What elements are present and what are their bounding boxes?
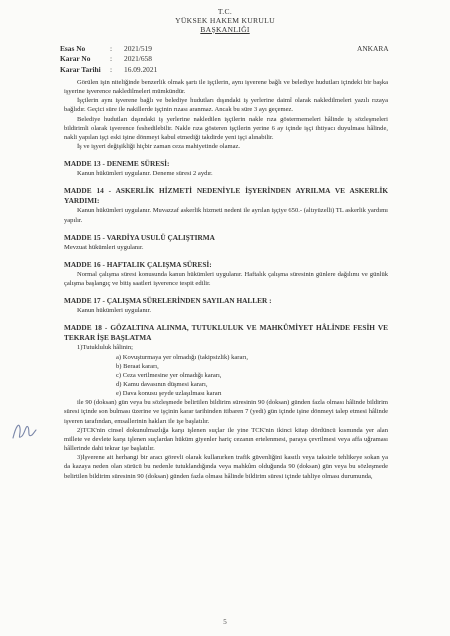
article-13-text: Kanun hükümleri uygulanır. Deneme süresi 2 aydır. bbox=[77, 170, 213, 178]
article-17-text: Kanun hükümleri uygulanır. bbox=[77, 307, 152, 315]
tarih-value: 16.09.2021 bbox=[124, 64, 158, 74]
esas-label: Esas No bbox=[60, 44, 86, 53]
case-meta bbox=[60, 44, 157, 75]
article-15-title: MADDE 15 - VARDİYA USULÜ ÇALIŞTIRMA bbox=[64, 232, 215, 242]
tarih-row bbox=[60, 65, 157, 75]
document-body bbox=[64, 78, 388, 481]
paragraph-2: İşçilerin aynı işverene bağlı ve belediye hudutları dışındaki iş yerlerine daimî olarak nakledilmeleri yazılı rızaya bağlıdır. Geçici süre ile nakillerde işçinin rızası aranmaz. Ancak bu süre 3 ayı geçemez. bbox=[64, 97, 388, 114]
header-institution: YÜKSEK HAKEM KURULU bbox=[175, 16, 275, 25]
esas-value: 2021/519 bbox=[124, 44, 152, 53]
article-18-item-c: c) Ceza verilmesine yer olmadığı kararı, bbox=[116, 371, 222, 379]
tarih-label: Karar Tarihi bbox=[60, 64, 101, 74]
spacer bbox=[64, 252, 388, 260]
tarih-colon: : bbox=[110, 64, 113, 74]
paragraph-1: Görülen işin niteliğinde benzerlik olmak şartı ile işçilerin, aynı işverene bağlı ve belediye hudutları içindeki bir başka işyerine işverence nakledilmeleri mümkündür. bbox=[64, 79, 388, 96]
margin-initials-mark bbox=[10, 418, 38, 444]
article-16-text: Normal çalışma süresi konusunda kanun hükümleri uygulanır. Haftalık çalışma süresinin günlere dağılımı ve günlük çalışma başlangıç ve bitiş saatleri işverence tespit edilir. bbox=[64, 270, 388, 288]
article-18-paragraph-3: 3)İşverene ait herhangi bir aracı görevli olarak kullanırken trafik güvenliğini kasıtlı veya taksirle tehlikeye sokan ya da kazaya neden olan sürücü bu nedenle tutuklandığında veya mahkûm olduğunda 90 (doksan) gün veya bu sözleşmede belirtilen bildirim süresinin 90 (doksan) günden fazla olması hâlinde bildirim süresi içinde tahliye olması durumunda, bbox=[64, 454, 388, 480]
spacer bbox=[64, 225, 388, 233]
karar-value: 2021/658 bbox=[124, 54, 152, 64]
city: ANKARA bbox=[357, 44, 389, 53]
esas-colon: : bbox=[110, 44, 113, 53]
article-18-item-e: e) Dava konusu şeyde uzlaşılması kararı bbox=[116, 390, 222, 398]
article-18-paragraph-2: 2)TCK'nin cinsel dokunulmazlığa karşı işlenen suçlar ile yine TCK'nin ikinci kitap dördüncü kısmında yer alan millete ve devlete karşı işlenen suçlardan hüküm giyenler hariç cezanın ertelenmesi, paraya çevrilmesi veya affa uğraması hâllerinde dahi tekrar işe başlatılır. bbox=[64, 426, 388, 453]
article-18-intro: 1)Tutukluluk hâlinin; bbox=[77, 344, 133, 352]
karar-label: Karar No bbox=[60, 54, 91, 64]
article-13-title: MADDE 13 - DENEME SÜRESİ: bbox=[64, 159, 170, 169]
article-15-text: Mevzuat hükümleri uygulanır. bbox=[64, 243, 144, 251]
header-department: BAŞKANLIĞI bbox=[200, 25, 250, 34]
paragraph-3: Belediye hudutları dışındaki iş yerlerine nakledilen işçilerin nakle rıza göstermemeleri hâlinde iş sözleşmeleri bildirimli olarak işverence feshedilebilir. Nakle rıza gösteren işçilerin yerine 6 ay içinde işçi ihtiyacı duyulması hâlinde, nakli yapılan işçi eski işine dönmeyi kabul etmediği takdirde yeni işçi alınabilir. bbox=[64, 115, 388, 141]
article-16-title: MADDE 16 - HAFTALIK ÇALIŞMA SÜRESİ: bbox=[64, 259, 212, 269]
article-14-text: Kanun hükümleri uygulanır. Muvazzaf askerlik hizmeti nedeni ile ayrılan işçiye 650.- (altıyüzelli) TL askerlik yardımı yapılır. bbox=[64, 207, 388, 224]
article-18-paragraph-1: ile 90 (doksan) gün veya bu sözleşmede belirtilen bildirim süresinin 90 (doksan) günden fazla olması hâlinde bildirim süresi içinde son bulması üzerine ve işçinin karar tarihinden itibaren 7 (yedi) gün içinde işine dönmeyi talep etmesi hâlinde işveren tarafından, emsallerinin hakları ile işe başlatılır. bbox=[64, 399, 388, 425]
article-14-title: MADDE 14 - ASKERLİK HİZMETİ NEDENİYLE İŞYERİNDEN AYRILMA VE ASKERLİK YARDIMI: bbox=[64, 186, 388, 206]
article-18-item-d: d) Kamu davasının düşmesi kararı, bbox=[116, 380, 208, 388]
page-number: 5 bbox=[223, 618, 227, 626]
article-18-item-b: b) Beraat kararı, bbox=[116, 362, 159, 370]
paragraph-4: İş ve işyeri değişikliği hiçbir zaman ceza mahiyetinde olamaz. bbox=[77, 143, 241, 151]
article-18-item-a: a) Kovuşturmaya yer olmadığı (takipsizlik) kararı, bbox=[116, 353, 248, 361]
article-17-title: MADDE 17 - ÇALIŞMA SÜRELERİNDEN SAYILAN HALLER : bbox=[64, 296, 272, 306]
article-18-title: MADDE 18 - GÖZALTINA ALINMA, TUTUKLULUK VE MAHKÛMİYET HÂLİNDE FESİH VE TEKRAR İŞE BAŞLATMA bbox=[64, 323, 388, 343]
karar-row bbox=[60, 54, 157, 64]
karar-colon: : bbox=[110, 54, 113, 64]
spacer bbox=[64, 288, 388, 296]
esas-row bbox=[60, 44, 157, 54]
header-tc: T.C. bbox=[217, 7, 233, 16]
